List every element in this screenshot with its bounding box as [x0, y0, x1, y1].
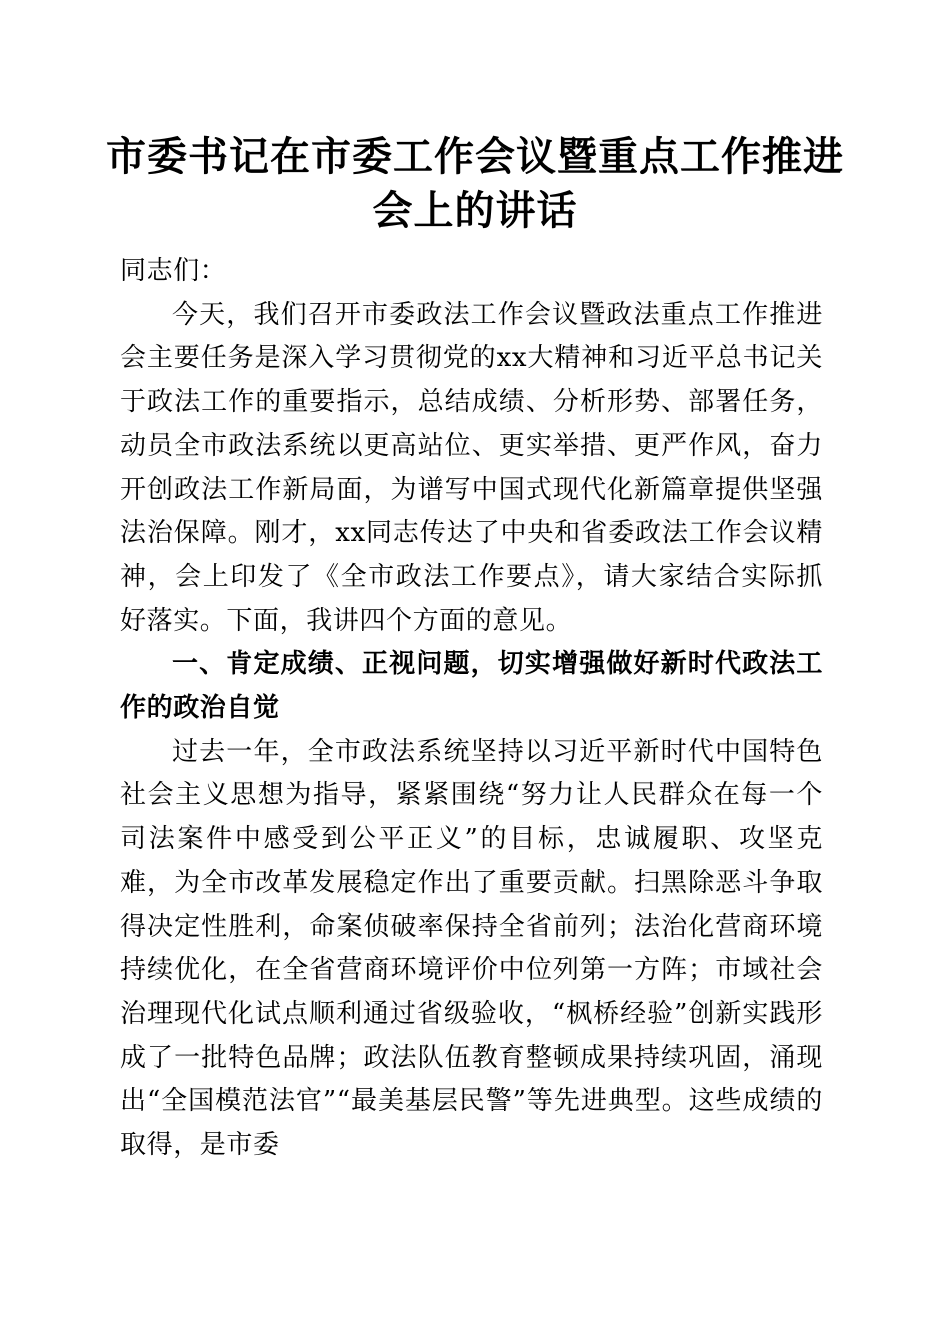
paragraph-achievements: 过去一年，全市政法系统坚持以习近平新时代中国特色社会主义思想为指导，紧紧围绕“努力让人民群众在每一个司法案件中感受到公平正义”的目标，忠诚履职、攻坚克难，为全市改革发展稳定作出了重要贡献。扫黑除恶斗争取得决定性胜利，命案侦破率保持全省前列；法治化营商环境持续优化，在全省营商环境评价中位列第一方阵；市域社会治理现代化试点顺利通过省级验收，“枫桥经验”创新实践形成了一批特色品牌；政法队伍教育整顿成果持续巩固，涌现出“全国模范法官”“最美基层民警”等先进典型。这些成绩的取得，是市委: [120, 736, 823, 1161]
paragraph-intro: 今天，我们召开市委政法工作会议暨政法重点工作推进会主要任务是深入学习贯彻党的xx大精神和习近平总书记关于政法工作的重要指示，总结成绩、分析形势、部署任务，动员全市政法系统以更高站位、更实举措、更严作风，奋力开创政法工作新局面，为谱写中国式现代化新篇章提供坚强法治保障。刚才，xx同志传达了中央和省委政法工作会议精神，会上印发了《全市政法工作要点》，请大家结合实际抓好落实。下面，我讲四个方面的意见。: [120, 299, 823, 636]
section-heading-1: 一、肯定成绩、正视问题，切实增强做好新时代政法工作的政治自觉: [120, 649, 823, 724]
salutation: 同志们：: [120, 256, 227, 286]
document-title: 市委书记在市委工作会议暨重点工作推进会上的讲话: [106, 133, 844, 234]
document-body: [120, 250, 823, 1168]
